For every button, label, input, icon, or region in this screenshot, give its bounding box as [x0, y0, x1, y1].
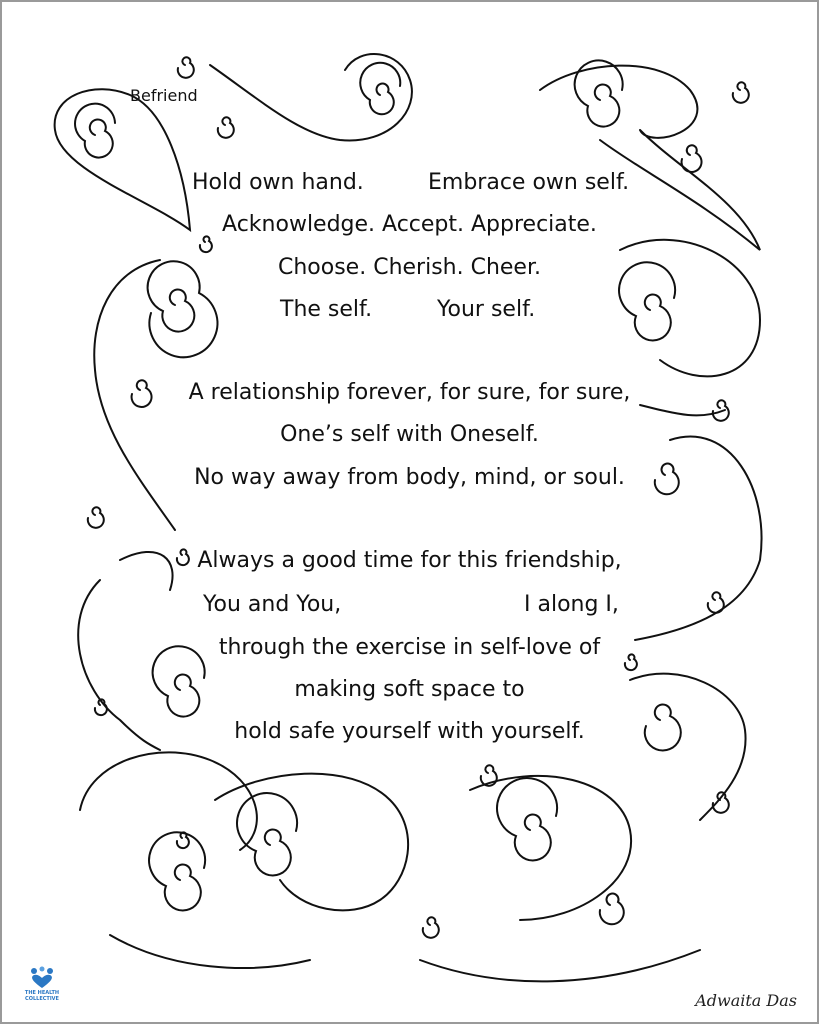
poem-line: A relationship forever, for sure, for sure,	[188, 380, 631, 405]
poem-line: I along I,	[524, 592, 619, 617]
spiral	[423, 917, 439, 938]
poem-line: You and You,	[203, 592, 342, 617]
spiral	[682, 145, 702, 172]
poem-line: No way away from body, mind, or soul.	[194, 465, 625, 490]
poem-line: Acknowledge. Accept. Appreciate.	[222, 212, 597, 237]
poem-title: Befriend	[130, 86, 198, 105]
poem-line: Hold own hand.	[192, 170, 364, 195]
poem-line: Embrace own self.	[428, 170, 630, 195]
poem-line: Choose. Cherish. Cheer.	[278, 255, 541, 280]
poem-line: making soft space to	[294, 677, 525, 702]
health-collective-logo	[22, 966, 62, 1012]
spiral	[200, 236, 212, 252]
poem-line: The self.	[280, 297, 373, 322]
teardrop-outline	[640, 405, 725, 415]
spiral	[88, 507, 104, 528]
poem-line: One’s self with Oneself.	[280, 422, 539, 447]
poem-line: Your self.	[437, 297, 536, 322]
teardrop-outline	[110, 935, 310, 968]
spiral	[218, 117, 234, 138]
teardrop-outline	[80, 752, 257, 850]
spiral	[360, 63, 400, 114]
spiral	[177, 832, 189, 848]
spiral	[733, 82, 749, 103]
teardrop-outline	[420, 950, 700, 981]
people-heart-icon	[22, 966, 62, 990]
poem-line: through the exercise in self-love of	[218, 635, 601, 660]
logo-text: THE HEALTH COLLECTIVE	[24, 990, 60, 1002]
teardrop-outline	[55, 89, 190, 230]
spiral	[237, 793, 297, 875]
poem-line: hold safe yourself with yourself.	[234, 719, 585, 744]
spiral	[178, 57, 194, 78]
spiral	[75, 104, 115, 158]
spiral	[708, 592, 724, 613]
teardrop-outline	[210, 54, 412, 140]
author-signature: Adwaita Das	[695, 991, 797, 1010]
poem-line: Always a good time for this friendship,	[197, 548, 622, 573]
spiral	[497, 778, 557, 860]
spiral	[600, 894, 624, 925]
